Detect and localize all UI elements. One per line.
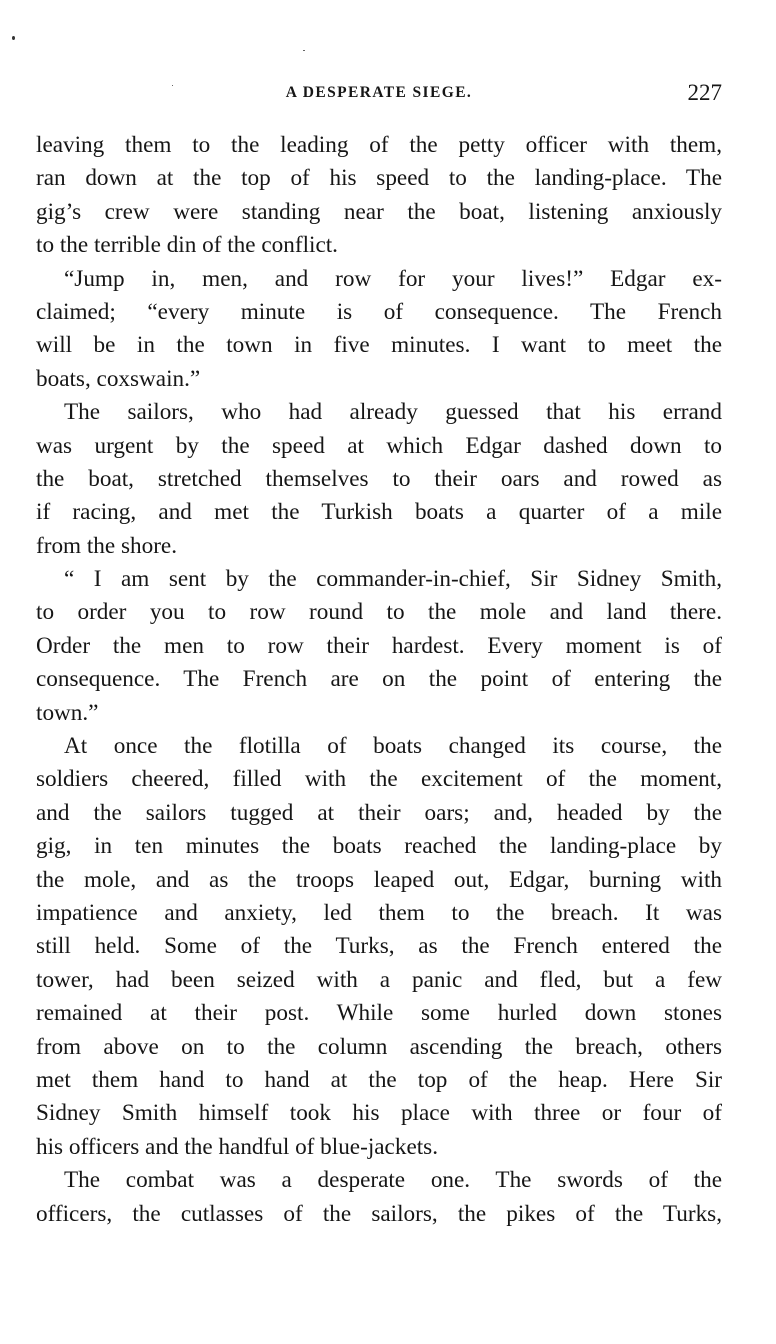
text-line: boats, coxswain.”: [36, 365, 201, 392]
text-line: consequence. The French are on the point of entering the: [36, 666, 722, 693]
text-line: from the shore.: [36, 532, 178, 559]
text-line: and the sailors tugged at their oars; and, headed by the: [36, 799, 722, 826]
scan-speck: [12, 36, 15, 40]
text-line: gig, in ten minutes the boats reached the landing-place by: [36, 833, 722, 860]
text-line: “Jump in, men, and row for your lives!” Edgar ex-: [64, 265, 722, 292]
text-line: remained at their post. While some hurled down stones: [36, 1000, 722, 1027]
text-line: to order you to row round to the mole and land there.: [36, 599, 722, 626]
text-line: claimed; “every minute is of consequence. The French: [36, 298, 722, 325]
text-line: Order the men to row their hardest. Every moment is of: [36, 632, 722, 659]
text-line: The sailors, who had already guessed that his errand: [64, 399, 722, 426]
text-line: “ I am sent by the commander-in-chief, Sir Sidney Smith,: [64, 566, 722, 593]
text-line: his officers and the handful of blue-jackets.: [36, 1133, 438, 1160]
text-line: ran down at the top of his speed to the landing-place. The: [36, 165, 722, 192]
text-line: The combat was a desperate one. The swords of the: [64, 1167, 722, 1194]
text-line: if racing, and met the Turkish boats a quarter of a mile: [36, 499, 722, 526]
text-line: was urgent by the speed at which Edgar dashed down to: [36, 432, 722, 459]
running-title: A DESPERATE SIEGE.: [285, 84, 473, 101]
body-text: [36, 129, 722, 1231]
page-number: 227: [687, 80, 722, 105]
text-line: the boat, stretched themselves to their oars and rowed as: [36, 465, 722, 492]
text-line: officers, the cutlasses of the sailors, the pikes of the Turks,: [36, 1200, 722, 1227]
text-line: Sidney Smith himself took his place with three or four of: [36, 1100, 722, 1127]
scan-speck: [303, 50, 305, 51]
text-line: from above on to the column ascending the breach, others: [36, 1033, 722, 1060]
text-line: soldiers cheered, filled with the excitement of the moment,: [36, 766, 722, 793]
text-line: to the terrible din of the conflict.: [36, 232, 338, 259]
text-line: At once the flotilla of boats changed its course, the: [64, 733, 722, 760]
text-line: town.”: [36, 699, 99, 726]
text-line: impatience and anxiety, led them to the breach. It was: [36, 899, 722, 926]
text-line: will be in the town in five minutes. I want to meet the: [36, 332, 722, 359]
text-line: tower, had been seized with a panic and fled, but a few: [36, 966, 722, 993]
page-header: [36, 80, 722, 110]
text-line: met them hand to hand at the top of the heap. Here Sir: [36, 1066, 722, 1093]
text-line: the mole, and as the troops leaped out, Edgar, burning with: [36, 866, 722, 893]
text-line: still held. Some of the Turks, as the French entered the: [36, 933, 722, 960]
text-line: gig’s crew were standing near the boat, listening anxiously: [36, 198, 722, 225]
text-line: leaving them to the leading of the petty officer with them,: [36, 132, 722, 158]
